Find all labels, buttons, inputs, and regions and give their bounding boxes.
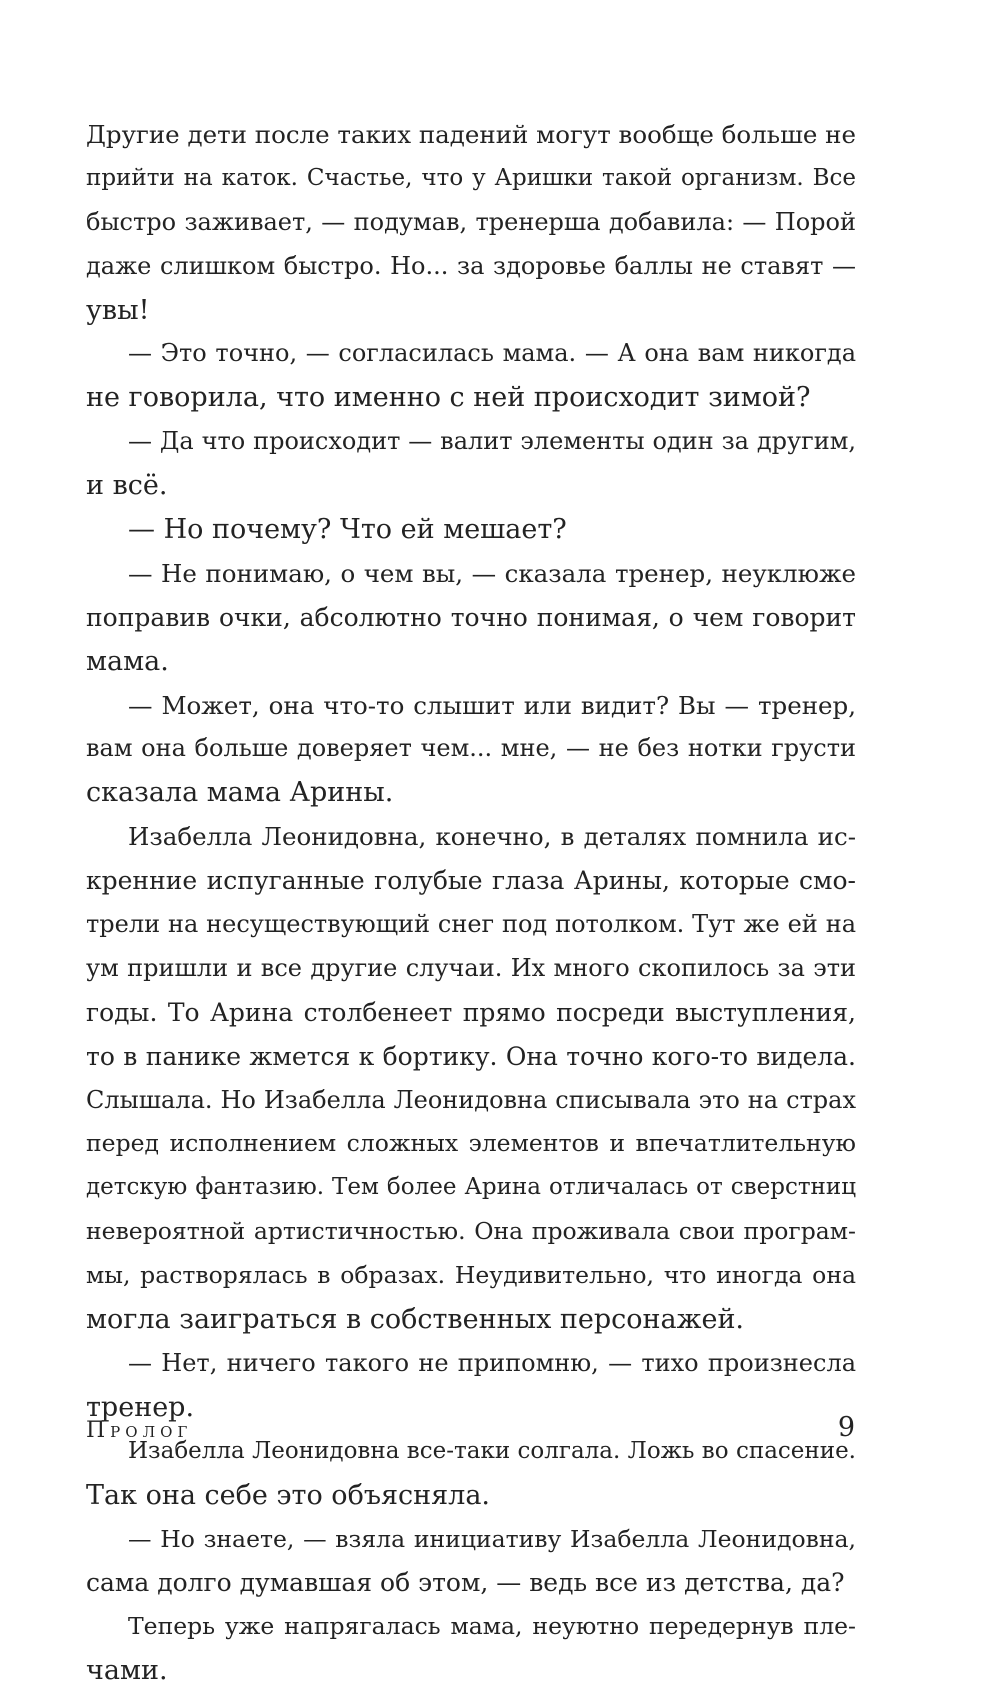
text-line: — Да что происходит — валит элементы один за другим,: [128, 427, 856, 456]
text-line: то в панике жмется к бортику. Она точно кого-то видела.: [86, 1041, 856, 1071]
paragraph: [86, 1342, 856, 1430]
text-line: быстро заживает, — подумав, тренерша добавила: — Порой: [86, 207, 856, 236]
paragraph: [86, 113, 856, 332]
text-line: Другие дети после таких падений могут вообще больше не: [86, 120, 856, 149]
body-text: [86, 113, 856, 1693]
text-line: — Но знаете, — взяла инициативу Изабелла Леонидовна,: [128, 1524, 856, 1553]
paragraph: [86, 815, 856, 1342]
page-number: 9: [837, 1412, 855, 1443]
text-line: не говорила, что именно с ней происходит зимой?: [86, 382, 811, 414]
text-line: сама долго думавшая об этом, — ведь все из детства, да?: [86, 1568, 845, 1598]
text-line: ум пришли и все другие случаи. Их много скопилось за эти: [86, 953, 856, 982]
text-line: трели на несуществующий снег под потолком. Тут же ей на: [86, 910, 856, 939]
text-line: могла заиграться в собственных персонажей.: [86, 1304, 745, 1336]
text-line: — Это точно, — согласилась мама. — А она вам никогда: [128, 339, 856, 368]
running-footer-title: Пролог: [86, 1418, 193, 1443]
paragraph: [86, 1430, 856, 1518]
text-line: Теперь уже напрягалась мама, неуютно передернув пле-: [128, 1612, 856, 1641]
text-line: — Нет, ничего такого не припомню, — тихо произнесла: [128, 1348, 856, 1377]
paragraph: [86, 1605, 856, 1693]
paragraph: [86, 684, 856, 816]
text-line: прийти на каток. Счастье, что у Аришки такой организм. Все: [86, 164, 856, 191]
text-line: сказала мама Арины.: [86, 777, 394, 809]
text-line: — Может, она что-то слышит или видит? Вы — тренер,: [128, 690, 856, 720]
paragraph: [86, 420, 856, 508]
text-line: кренние испуганные голубые глаза Арины, которые смо-: [86, 866, 856, 896]
text-line: Слышала. Но Изабелла Леонидовна списывала это на страх: [86, 1085, 856, 1114]
text-line: вам она больше доверяет чем... мне, — не без нотки грусти: [86, 734, 856, 763]
text-line: поправив очки, абсолютно точно понимая, о чем говорит: [86, 602, 856, 632]
text-line: — Но почему? Что ей мешает?: [128, 514, 567, 546]
text-line: увы!: [86, 294, 150, 326]
text-line: — Не понимаю, о чем вы, — сказала тренер, неуклюже: [128, 558, 856, 588]
text-line: невероятной артистичностью. Она проживала свои програм-: [86, 1217, 856, 1246]
paragraph: [86, 508, 856, 552]
paragraph: [86, 552, 856, 684]
text-line: чами.: [86, 1655, 168, 1687]
paragraph: [86, 1518, 856, 1606]
text-line: мама.: [86, 645, 169, 677]
text-line: Изабелла Леонидовна, конечно, в деталях помнила ис-: [128, 822, 856, 852]
text-line: детскую фантазию. Тем более Арина отличалась от сверстниц: [86, 1174, 856, 1201]
text-line: перед исполнением сложных элементов и впечатлительную: [86, 1129, 856, 1158]
text-line: тренер.: [86, 1391, 195, 1423]
paragraph: [86, 332, 856, 420]
text-line: даже слишком быстро. Но... за здоровье баллы не ставят —: [86, 251, 856, 280]
text-line: и всё.: [86, 470, 168, 502]
text-line: мы, растворялась в образах. Неудивительно, что иногда она: [86, 1261, 856, 1290]
text-line: Так она себе это объясняла.: [86, 1479, 491, 1511]
text-line: Изабелла Леонидовна все-таки солгала. Ложь во спасение.: [128, 1437, 856, 1464]
text-line: годы. То Арина столбенеет прямо посреди выступления,: [86, 997, 856, 1027]
